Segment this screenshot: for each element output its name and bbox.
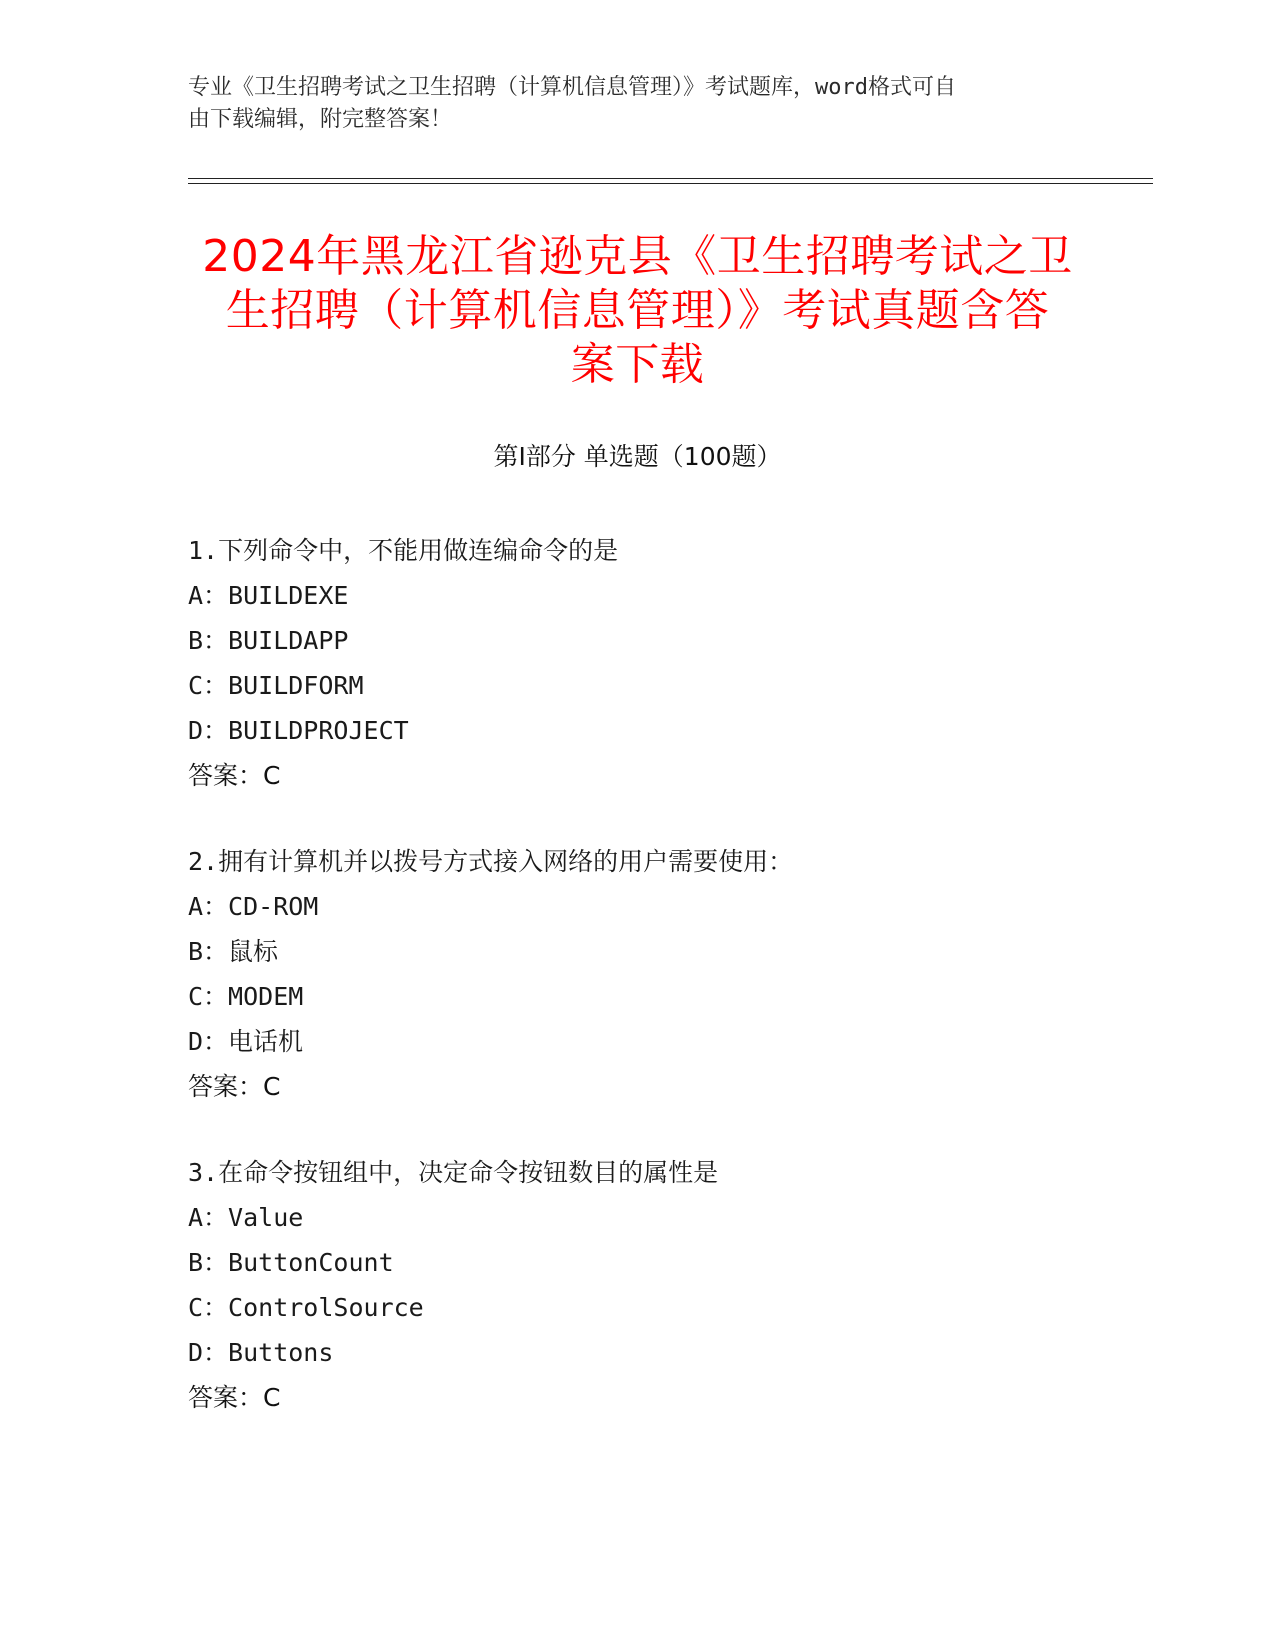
question-stem: 1.下列命令中，不能用做连编命令的是 [188,536,619,565]
header-divider-top [188,178,1153,179]
option-c: C：MODEM [188,982,304,1011]
option-c: C：BUILDFORM [188,671,364,700]
document-title-line3: 案下载 [570,339,705,390]
option-c: C：ControlSource [188,1293,424,1322]
document-title-line1: 2024年黑龙江省逊克县《卫生招聘考试之卫 [202,231,1073,282]
answer: 答案：C [188,1072,281,1101]
option-a: A：BUILDEXE [188,581,349,610]
option-b: B：BUILDAPP [188,626,349,655]
header-note [188,72,1068,136]
option-b: B：鼠标 [188,937,279,966]
answer: 答案：C [188,1383,281,1412]
option-d: D：BUILDPROJECT [188,716,409,745]
option-b: B：ButtonCount [188,1248,394,1277]
option-a: A：CD-ROM [188,892,319,921]
question-stem: 3.在命令按钮组中，决定命令按钮数目的属性是 [188,1158,719,1187]
header-note-line2: 由下载编辑，附完整答案！ [188,107,453,132]
question-2 [188,839,1148,1109]
document-title-line2: 生招聘（计算机信息管理）》考试真题含答 [225,285,1050,336]
question-list [188,528,1148,1461]
option-d: D：Buttons [188,1338,334,1367]
option-d: D：电话机 [188,1027,304,1056]
question-stem: 2.拥有计算机并以拨号方式接入网络的用户需要使用： [188,847,794,876]
answer: 答案：C [188,761,281,790]
header-divider-bottom [188,183,1153,184]
question-1 [188,528,1148,798]
document-title [160,230,1115,392]
option-a: A：Value [188,1203,304,1232]
section-heading: 第Ⅰ部分 单选题（100题） [493,442,782,471]
header-note-line1: 专业《卫生招聘考试之卫生招聘（计算机信息管理）》考试题库，word格式可自 [188,75,956,100]
question-3 [188,1150,1148,1420]
